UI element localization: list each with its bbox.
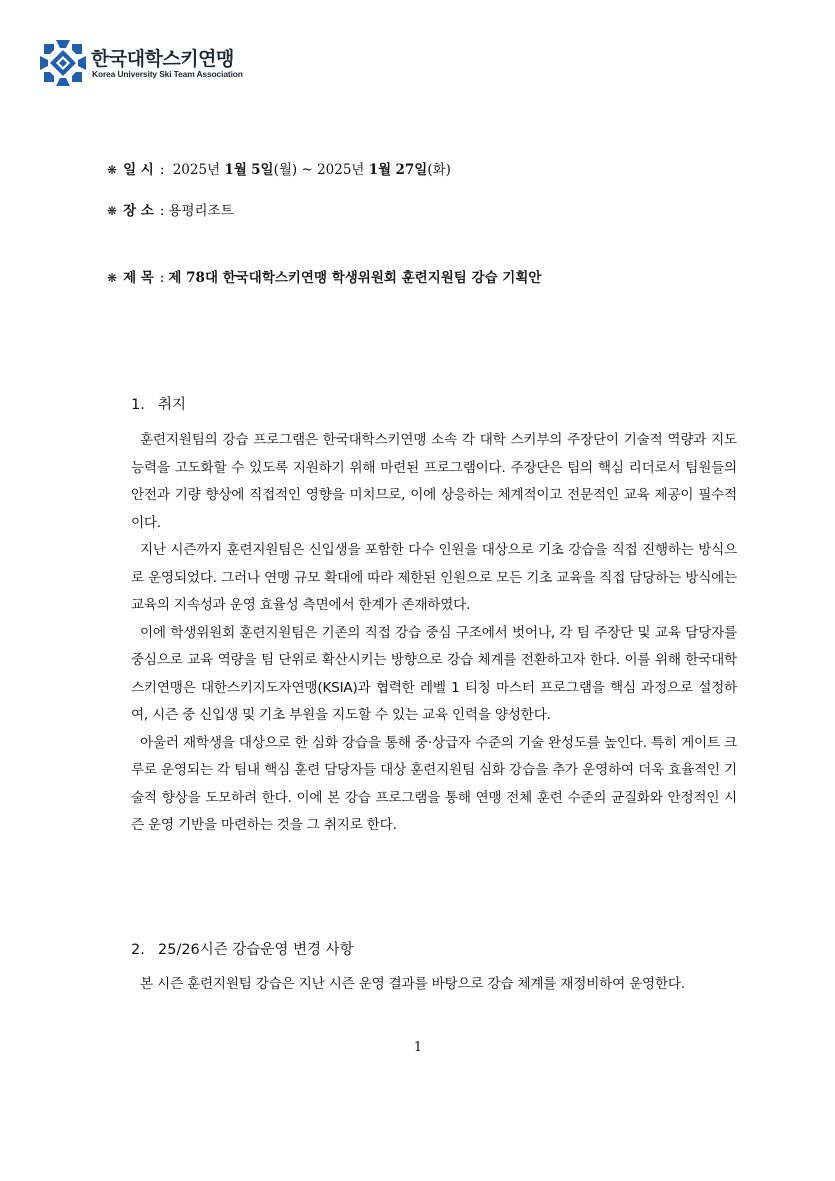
section-number: 2. — [131, 942, 145, 958]
paragraph: 훈련지원팀의 강습 프로그램은 한국대학스키연맹 소속 각 대학 스키부의 주장단이 기술적 역량과 지도 능력을 고도화할 수 있도록 지원하기 위해 마련된 프로그램이다. 주장단은 팀의 핵심 리더로서 팀원들의 안전과 기량 향상에 직접적인 영향을 미치므로, 이에 상응하는 체계적이고 전문적인 교육 제공이 필수적이다. — [131, 432, 737, 531]
paragraph: 아울러 재학생을 대상으로 한 심화 강습을 통해 중·상급자 수준의 기술 완성도를 높인다. 특히 게이트 크루로 운영되는 각 팀내 핵심 훈련 담당자들 대상 훈련지원팀 심화 강습을 추가 운영하여 더욱 효율적인 기술적 향상을 도모하려 한다. 이에 본 강습 프로그램을 통해 연맹 전체 훈련 수준의 균질화와 안정적인 시즌 운영 기반을 마련하는 것을 그 취지로 한다. — [131, 734, 737, 833]
section-2-body — [131, 971, 737, 999]
start-month: 1월 — [224, 162, 247, 178]
page-number: 1 — [413, 1040, 423, 1055]
logo-name: 한국대학스키연맹 — [91, 48, 234, 70]
section-title: 25/26시즌 강습운영 변경 사항 — [158, 942, 354, 958]
end-month: 1월 — [368, 162, 392, 178]
bullet-icon: ❋ — [107, 204, 118, 218]
section-1-heading — [131, 393, 186, 414]
bullet-icon: ❋ — [107, 271, 118, 285]
end-weekday: (화) — [427, 162, 451, 178]
paragraph: 본 시즌 훈련지원팀 강습은 지난 시즌 운영 결과를 바탕으로 강습 체계를 재정비하여 운영한다. — [140, 976, 685, 992]
section-title: 취지 — [158, 397, 187, 413]
start-weekday: (월) — [273, 162, 298, 178]
subject-separator: : — [159, 270, 165, 286]
end-year: 2025년 — [317, 162, 365, 178]
logo-subtitle: Korea University Ski Team Association — [92, 69, 243, 79]
end-day: 27일 — [395, 162, 428, 178]
meta-place — [107, 199, 234, 219]
section-2-heading — [131, 938, 354, 959]
start-day: 5일 — [251, 162, 274, 178]
bullet-icon: ❋ — [107, 163, 118, 177]
place-separator: : — [159, 203, 165, 219]
logo — [38, 38, 298, 88]
section-number: 1. — [131, 397, 145, 413]
snowflake-icon — [38, 38, 88, 88]
start-year: 2025년 — [172, 162, 221, 178]
subject-label: 제 목 — [123, 270, 154, 286]
paragraph: 이에 학생위원회 훈련지원팀은 기존의 직접 강습 중심 구조에서 벗어나, 각 팀 주장단 및 교육 담당자를 중심으로 교육 역량을 팀 단위로 확산시키는 방향으로 강습 체계를 전환하고자 한다. 이를 위해 한국대학스키연맹은 대한스키지도자연맹(KSIA)과 협력한 레벨 1 티칭 마스터 프로그램을 핵심 과정으로 설정하여, 시즌 중 신입생 및 기초 부원을 지도할 수 있는 교육 인력을 양성한다. — [131, 624, 737, 723]
place-label: 장 소 — [123, 203, 154, 219]
date-label: 일 시 — [123, 162, 154, 178]
meta-subject — [107, 266, 541, 286]
subject-value: 제 78대 한국대학스키연맹 학생위원회 훈련지원팀 강습 기획안 — [168, 270, 542, 286]
meta-date — [107, 158, 451, 178]
place-value: 용평리조트 — [168, 203, 234, 219]
date-separator: : — [159, 162, 165, 178]
paragraph: 지난 시즌까지 훈련지원팀은 신입생을 포함한 다수 인원을 대상으로 기초 강습을 직접 진행하는 방식으로 운영되었다. 그러나 연맹 규모 확대에 따라 제한된 인원으로 모든 기초 교육을 직접 담당하는 방식에는 교육의 지속성과 운영 효율성 측면에서 한계가 존재하였다. — [131, 542, 737, 613]
date-tilde: ~ — [301, 162, 313, 178]
section-1-body — [131, 427, 737, 840]
